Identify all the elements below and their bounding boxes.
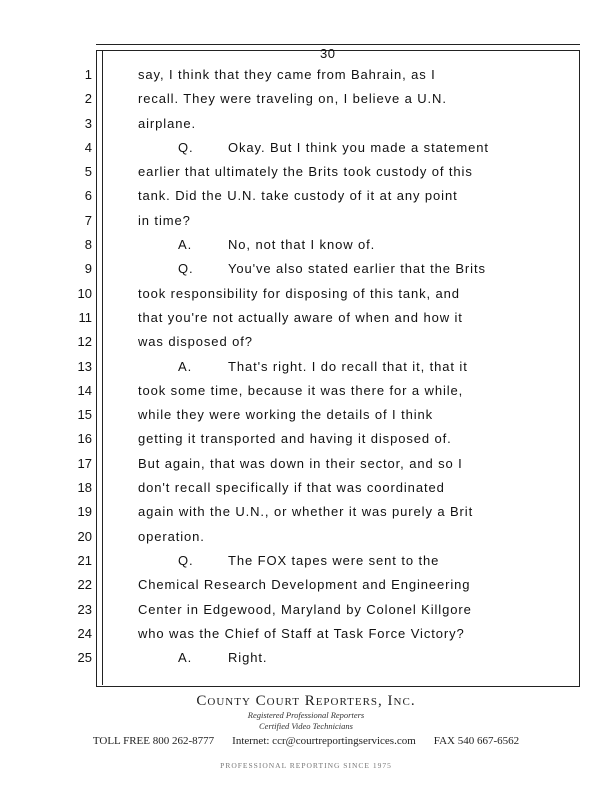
line-number: 22 (77, 577, 92, 593)
speaker-tag: A. (178, 650, 193, 666)
line-number: 14 (77, 382, 92, 398)
toll-free-number: TOLL FREE 800 262-8777 (92, 735, 215, 747)
line-number: 13 (77, 358, 92, 374)
transcript-line (138, 333, 558, 357)
line-text: That's right. I do recall that it, that it (228, 358, 468, 374)
line-text: You've also stated earlier that the Brits (228, 261, 486, 277)
line-text: Right. (228, 650, 268, 666)
transcript-line (138, 528, 558, 552)
line-text: say, I think that they came from Bahrain, as I (138, 67, 436, 82)
line-number: 6 (84, 188, 92, 204)
transcript-line (138, 309, 558, 333)
line-number: 8 (84, 237, 92, 253)
line-text: again with the U.N., or whether it was purely a Brit (138, 504, 474, 520)
transcript-line (138, 503, 558, 527)
fax-number: FAX 540 667-6562 (433, 735, 520, 747)
line-text: don't recall specifically if that was coordinated (138, 480, 445, 496)
line-number: 5 (84, 164, 92, 180)
line-number: 19 (77, 504, 92, 520)
transcript-line (138, 649, 558, 673)
line-number: 12 (77, 334, 92, 350)
transcript-line (138, 382, 558, 406)
transcript-text (138, 66, 558, 673)
footer (0, 693, 612, 770)
line-number: 16 (77, 431, 92, 447)
line-text: in time? (138, 212, 191, 228)
transcript-line (138, 479, 558, 503)
line-text: recall. They were traveling on, I believe a U.N. (138, 91, 447, 107)
contact-line (0, 735, 612, 747)
margin-rule (102, 50, 103, 685)
line-text: tank. Did the U.N. take custody of it at any point (138, 188, 458, 204)
line-number: 3 (84, 115, 92, 131)
transcript-line (138, 285, 558, 309)
speaker-tag: A. (178, 358, 193, 374)
line-text: operation. (138, 528, 205, 544)
line-number: 11 (78, 309, 92, 325)
line-text: took some time, because it was there for a while, (138, 382, 464, 398)
transcript-line (138, 115, 558, 139)
speaker-tag: Q. (178, 139, 194, 155)
transcript-line (138, 236, 558, 260)
speaker-tag: A. (178, 237, 193, 253)
internet-email: Internet: ccr@courtreportingservices.com (232, 735, 416, 747)
line-number: 15 (77, 407, 92, 423)
line-number: 7 (84, 212, 92, 228)
line-number: 1 (84, 67, 92, 82)
line-text: was disposed of? (138, 334, 253, 350)
top-rule (96, 44, 580, 45)
transcript-line (138, 90, 558, 114)
line-text: But again, that was down in their sector, and so I (138, 455, 463, 471)
transcript-line (138, 455, 558, 479)
line-number: 9 (84, 261, 92, 277)
transcript-line (138, 66, 558, 90)
line-text: airplane. (138, 115, 196, 131)
transcript-line (138, 139, 558, 163)
line-number: 21 (77, 552, 92, 568)
line-text: Okay. But I think you made a statement (228, 139, 489, 155)
transcript-line (138, 163, 558, 187)
line-text: Chemical Research Development and Engineering (138, 577, 471, 593)
speaker-tag: Q. (178, 552, 194, 568)
transcript-line (138, 552, 558, 576)
transcript-line (138, 187, 558, 211)
company-subtitle-2: Certified Video Technicians (259, 721, 353, 731)
line-number: 4 (84, 139, 92, 155)
transcript-line (138, 406, 558, 430)
line-number: 23 (77, 601, 92, 617)
line-number: 2 (84, 91, 92, 107)
line-text: while they were working the details of I think (138, 407, 434, 423)
company-name: County Court Reporters, Inc. (196, 693, 416, 709)
line-text: that you're not actually aware of when and how it (138, 309, 463, 325)
line-number: 24 (77, 625, 92, 641)
tagline: PROFESSIONAL REPORTING SINCE 1975 (220, 761, 392, 770)
line-text: The FOX tapes were sent to the (228, 552, 440, 568)
page-number: 30 (320, 46, 336, 61)
transcript-line (138, 358, 558, 382)
transcript-line (138, 601, 558, 625)
company-subtitle-1: Registered Professional Reporters (247, 710, 365, 720)
line-text: getting it transported and having it disposed of. (138, 431, 452, 447)
line-text: No, not that I know of. (228, 237, 376, 253)
line-number: 10 (77, 285, 92, 301)
transcript-line (138, 625, 558, 649)
line-number-column (68, 66, 96, 673)
line-text: took responsibility for disposing of this tank, and (138, 285, 460, 301)
line-text: Center in Edgewood, Maryland by Colonel Killgore (138, 601, 472, 617)
line-text: who was the Chief of Staff at Task Force Victory? (138, 625, 465, 641)
transcript-line (138, 430, 558, 454)
line-text: earlier that ultimately the Brits took custody of this (138, 164, 473, 180)
line-number: 25 (77, 650, 92, 666)
line-number: 17 (77, 455, 92, 471)
line-number: 20 (77, 528, 92, 544)
speaker-tag: Q. (178, 261, 194, 277)
transcript-line (138, 260, 558, 284)
transcript-line (138, 576, 558, 600)
line-number: 18 (77, 480, 92, 496)
transcript-line (138, 212, 558, 236)
